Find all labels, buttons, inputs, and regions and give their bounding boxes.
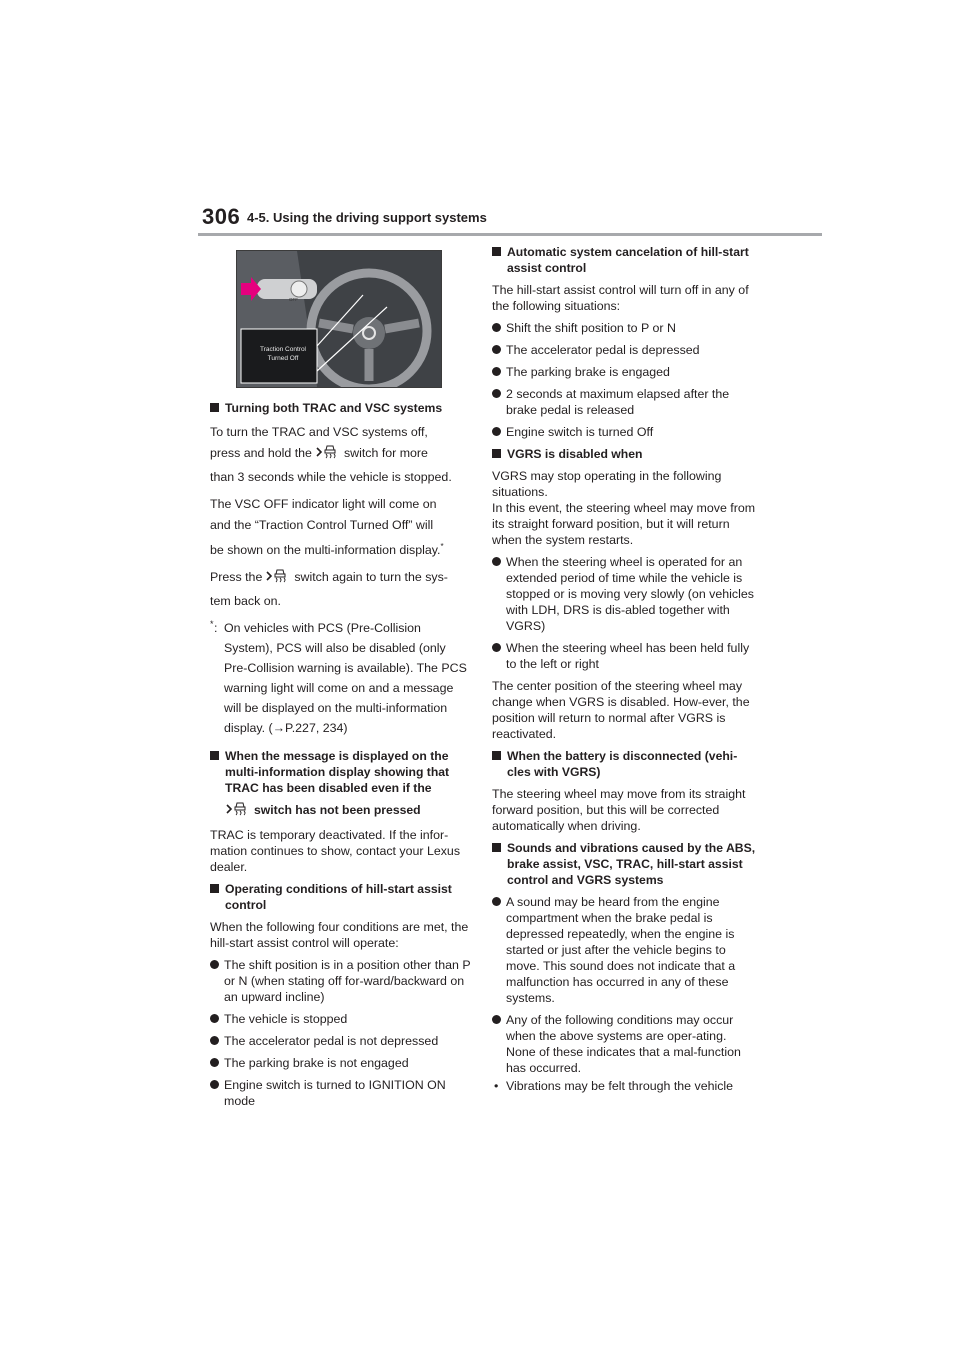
section-title: 4-5. Using the driving support systems: [247, 210, 487, 225]
list-item-text: Engine switch is turned Off: [506, 425, 654, 439]
text-fragment: be shown on the multi-information display.: [210, 543, 441, 558]
list-item-text: When the steering wheel has been held fully to the left or right: [506, 641, 750, 671]
text-line: tem back on.: [210, 594, 281, 609]
heading-battery-disconnected: [492, 748, 756, 780]
list-item: [492, 1012, 756, 1076]
page-header: [0, 0, 960, 240]
stalk-button-label: OFF: [289, 297, 298, 302]
heading-message-displayed: [210, 748, 472, 821]
heading-text: When the battery is disconnected (vehi-cles with VGRS): [507, 749, 738, 779]
list-item-text: 2 seconds at maximum elapsed after the brake pedal is released: [506, 387, 730, 417]
round-bullet-icon: [492, 389, 501, 398]
list-item: [492, 424, 756, 440]
heading-hill-start-conditions: [210, 881, 472, 913]
round-bullet-icon: [492, 557, 501, 566]
square-bullet-icon: [492, 247, 501, 256]
footnote-marker: *: [440, 542, 444, 551]
heading-turning-off-trac-vsc: [210, 400, 472, 416]
text-line: and the “Traction Control Turned Off” will: [210, 518, 434, 532]
round-bullet-icon: [210, 960, 219, 969]
left-column: [210, 244, 472, 1115]
list-item-text: The accelerator pedal is depressed: [506, 343, 700, 357]
round-bullet-icon: [210, 1058, 219, 1067]
paragraph-vgrs-return: In this event, the steering wheel may move from its straight forward position, but it will return when the system restarts.: [492, 501, 756, 547]
dashboard-illustration: [236, 250, 442, 388]
round-bullet-icon: [210, 1080, 219, 1089]
square-bullet-icon: [210, 403, 219, 412]
paragraph-turn-off-instructions: [210, 422, 472, 488]
footnote-colon: :: [214, 621, 218, 636]
list-item-text: The shift position is in a position other than P or N (when stating off for-ward/backward on an upward incline): [224, 958, 471, 1005]
heading-text: VGRS is disabled when: [507, 447, 643, 461]
round-bullet-icon: [492, 427, 501, 436]
heading-text: Turning both TRAC and VSC systems: [225, 401, 443, 415]
text-line-with-icon: [210, 443, 472, 467]
list-item: [210, 957, 472, 1005]
list-item: [492, 364, 756, 380]
round-bullet-icon: [492, 345, 501, 354]
vsc-off-switch-icon: [225, 801, 251, 821]
round-bullet-icon: [492, 323, 501, 332]
heading-auto-cancelation: [492, 244, 756, 276]
heading-text: Sounds and vibrations caused by the ABS, brake assist, VSC, TRAC, hill-start assist control and VGRS systems: [507, 841, 756, 887]
heading-vgrs-disabled: [492, 446, 756, 462]
list-item-text: The parking brake is engaged: [506, 365, 670, 379]
list-item-text: The vehicle is stopped: [224, 1012, 348, 1027]
footnote-marker: *: [210, 619, 214, 630]
paragraph-cancel-intro: The hill-start assist control will turn off in any of the following situations:: [492, 283, 749, 313]
list-item: [492, 386, 756, 418]
square-bullet-icon: [492, 751, 501, 760]
text-fragment: Press the: [210, 570, 263, 585]
round-bullet-icon: [492, 897, 501, 906]
text-line: The VSC OFF indicator light will come on: [210, 497, 437, 511]
heading-text: Operating conditions of hill-start assist control: [225, 882, 452, 913]
right-column: [492, 244, 756, 1096]
paragraph-trac-deactivated: TRAC is temporary deactivated. If the infor-mation continues to show, contact your Lexus dealer.: [210, 828, 461, 875]
paragraph-center-position: The center position of the steering wheel may change when VGRS is disabled. How-ever, the position will return to normal after VGRS is reactivated.: [492, 679, 750, 741]
sub-list-item: [492, 1078, 756, 1094]
footnote-text: On vehicles with PCS (Pre-Collision System), PCS will also be disabled (only Pre-Collision warning is available). The PCS warning light will come on and a message will be displayed on the multi-information display. (→P.227, 234): [224, 621, 467, 736]
display-line-1: Traction Control: [260, 346, 306, 353]
text-line: [210, 536, 472, 561]
list-item-text: The accelerator pedal is not depressed: [224, 1034, 439, 1049]
paragraph-hill-start-intro: When the following four conditions are met, the hill-start assist control will operate:: [210, 920, 469, 951]
text-line: than 3 seconds while the vehicle is stopped.: [210, 470, 452, 484]
text-line-with-icon: [210, 567, 472, 591]
list-item: [210, 1011, 472, 1027]
round-bullet-icon: [492, 1015, 501, 1024]
list-item: [492, 342, 756, 358]
text-fragment: press and hold the: [210, 446, 312, 460]
heading-text: When the message is displayed on the multi-information display showing that TRAC has been disabled even if the: [225, 749, 450, 796]
list-item: [492, 894, 756, 1006]
round-bullet-icon: [210, 1036, 219, 1045]
sub-list-item-text: Vibrations may be felt through the vehicle: [506, 1079, 734, 1093]
list-item-text: Shift the shift position to P or N: [506, 321, 676, 335]
heading-text: Automatic system cancelation of hill-start assist control: [507, 245, 749, 275]
sub-bullet-mark: •: [494, 1079, 499, 1093]
square-bullet-icon: [492, 449, 501, 458]
square-bullet-icon: [492, 843, 501, 852]
dashboard-illustration-svg: [237, 251, 441, 387]
display-screen-text: [255, 345, 311, 363]
square-bullet-icon: [210, 884, 219, 893]
text-fragment: switch again to turn the sys-: [294, 570, 448, 585]
list-item: [210, 1033, 472, 1049]
list-item: [492, 320, 756, 336]
paragraph-turn-back-on: [210, 567, 472, 612]
list-item-text: A sound may be heard from the engine compartment when the brake pedal is depressed repeatedly, when the engine is started or just after the vehicle begins to move. This sound does not indicate that a malfunction has occurred in any of these systems.: [506, 895, 736, 1005]
paragraph-vsc-off-indicator: [210, 494, 472, 561]
page-number: 306: [202, 204, 241, 229]
list-item-text: Engine switch is turned to IGNITION ON mode: [224, 1078, 446, 1109]
round-bullet-icon: [492, 643, 501, 652]
list-item: [492, 640, 756, 672]
heading-line-with-icon: [225, 801, 472, 821]
header-rule: [198, 233, 822, 236]
square-bullet-icon: [210, 751, 219, 760]
list-item: [210, 1055, 472, 1071]
vsc-off-switch-icon: [265, 568, 291, 591]
list-item-text: When the steering wheel is operated for an extended period of time while the vehicle is stopped or is moving very slowly (on vehicles with LDH, DRS is dis-abled together with VGRS): [506, 555, 754, 633]
round-bullet-icon: [210, 1014, 219, 1023]
text-line: To turn the TRAC and VSC systems off,: [210, 425, 428, 439]
round-bullet-icon: [492, 367, 501, 376]
list-item-text: Any of the following conditions may occur when the above systems are oper-ating. None of these indicates that a mal-function has occurred.: [506, 1013, 741, 1075]
list-item: [492, 554, 756, 634]
heading-sounds-vibrations: [492, 840, 756, 888]
list-item: [210, 1077, 472, 1109]
vsc-off-switch-icon: [315, 444, 341, 467]
text-fragment: switch for more: [343, 446, 428, 460]
list-item-text: The parking brake is not engaged: [224, 1056, 409, 1071]
display-line-2: Turned Off: [267, 355, 299, 362]
footnote-pcs: [210, 618, 472, 738]
heading-text: switch has not been pressed: [254, 803, 421, 818]
paragraph-vgrs-stop: VGRS may stop operating in the following situations.: [492, 469, 722, 499]
paragraph-steering-corrected: The steering wheel may move from its straight forward position, but this will be corrected automatically when driving.: [492, 787, 746, 833]
